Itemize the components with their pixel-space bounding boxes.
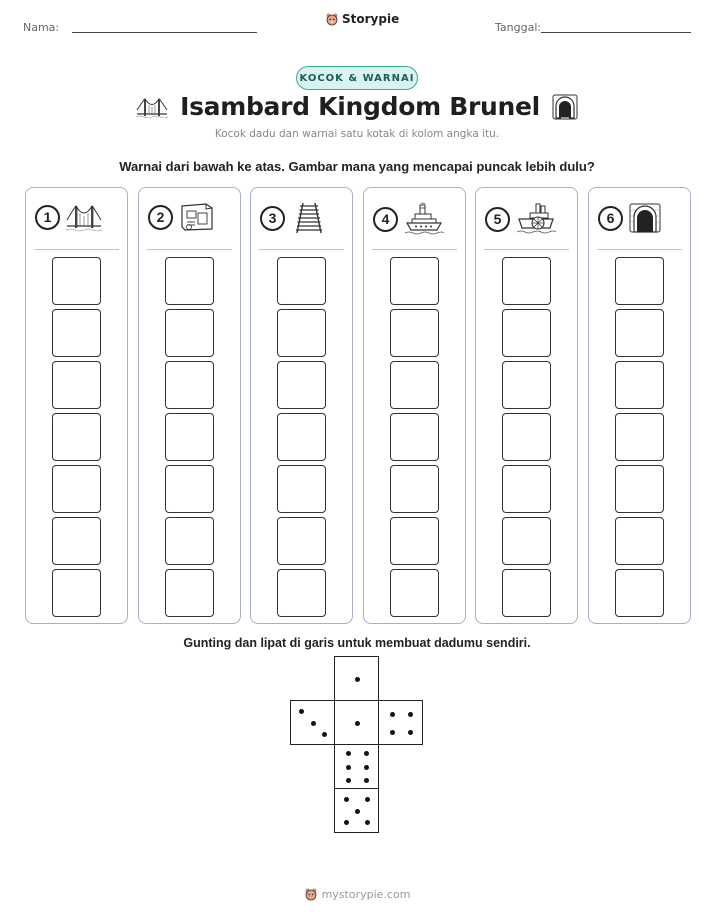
page-title: Isambard Kingdom Brunel [180,92,540,121]
column-header [485,202,556,236]
color-box[interactable] [165,517,214,565]
column-number-badge: 4 [373,207,398,232]
color-box[interactable] [52,569,101,617]
color-box[interactable] [502,413,551,461]
color-box[interactable] [52,517,101,565]
die-face-5 [334,788,379,833]
date-field-line[interactable] [541,32,691,33]
color-box[interactable] [277,257,326,305]
name-label: Nama: [23,21,60,34]
column-header [35,202,102,232]
color-box[interactable] [615,361,664,409]
color-box[interactable] [390,465,439,513]
storypie-mascot-icon [325,12,339,26]
die-pip [364,751,369,756]
paddle-steamer-icon [516,202,556,236]
footer [0,887,714,901]
color-box[interactable] [502,257,551,305]
color-column-4 [363,187,466,624]
color-box[interactable] [615,517,664,565]
color-column-5 [475,187,578,624]
color-box[interactable] [277,465,326,513]
color-column-6 [588,187,691,624]
column-divider [147,249,232,250]
brand-name: Storypie [342,12,400,26]
color-box[interactable] [165,257,214,305]
column-header [373,202,444,236]
color-box[interactable] [390,361,439,409]
color-column-3 [250,187,353,624]
column-header [598,202,661,234]
color-box[interactable] [52,309,101,357]
column-number-badge: 6 [598,206,623,231]
color-box[interactable] [390,569,439,617]
die-pip [346,751,351,756]
cut-instruction: Gunting dan lipat di garis untuk membuat dadumu sendiri. [183,636,531,650]
die-pip [355,721,360,726]
brand-logo [325,12,399,26]
color-box[interactable] [277,413,326,461]
die-pip [390,730,395,735]
color-column-2 [138,187,241,624]
color-box[interactable] [52,257,101,305]
color-box[interactable] [502,361,551,409]
tunnel-icon [552,94,578,120]
die-pip [390,712,395,717]
footer-url[interactable]: mystorypie.com [321,887,411,901]
die-pip [299,709,304,714]
die-pip [346,765,351,770]
column-header [260,202,327,234]
color-box[interactable] [390,413,439,461]
die-pip [346,778,351,783]
column-divider [484,249,569,250]
die-pip [355,809,360,814]
column-number-badge: 2 [148,205,173,230]
die-pip [408,712,413,717]
storypie-mascot-icon [304,887,318,901]
color-box[interactable] [502,517,551,565]
color-box[interactable] [277,517,326,565]
blueprint-icon [179,202,215,232]
color-column-1 [25,187,128,624]
color-box[interactable] [165,465,214,513]
instruction-text: Warnai dari bawah ke atas. Gambar mana yang mencapai puncak lebih dulu? [119,159,595,174]
column-number-badge: 1 [35,205,60,230]
die-pip [355,677,360,682]
color-box[interactable] [390,517,439,565]
die-pip [365,820,370,825]
die-pip [364,765,369,770]
color-box[interactable] [502,465,551,513]
color-box[interactable] [390,257,439,305]
color-box[interactable] [615,569,664,617]
color-box[interactable] [502,309,551,357]
column-number-badge: 3 [260,206,285,231]
die-pip [408,730,413,735]
column-divider [34,249,119,250]
die-face-1 [334,700,379,745]
color-box[interactable] [277,569,326,617]
tunnel-icon [629,202,661,234]
color-box[interactable] [165,361,214,409]
color-box[interactable] [615,465,664,513]
color-box[interactable] [502,569,551,617]
column-divider [597,249,682,250]
die-face-6 [334,744,379,789]
column-divider [259,249,344,250]
die-pip [344,820,349,825]
color-box[interactable] [165,413,214,461]
color-box[interactable] [277,361,326,409]
die-face-3 [290,700,335,745]
color-box[interactable] [615,413,664,461]
column-number-badge: 5 [485,207,510,232]
name-field-line[interactable] [72,32,257,33]
color-box[interactable] [165,309,214,357]
date-label: Tanggal: [495,21,542,34]
page-subtitle: Kocok dadu dan warnai satu kotak di kolom angka itu. [214,128,500,140]
color-box[interactable] [615,257,664,305]
color-box[interactable] [615,309,664,357]
die-face-1 [334,656,379,701]
die-pip [311,721,316,726]
title-row [0,92,714,121]
color-box[interactable] [165,569,214,617]
suspension-bridge-icon [136,96,168,118]
column-divider [372,249,457,250]
color-box[interactable] [52,413,101,461]
railway-track-icon [291,202,327,234]
column-header [148,202,215,232]
color-box[interactable] [390,309,439,357]
suspension-bridge-icon [66,202,102,232]
color-box[interactable] [52,361,101,409]
color-box[interactable] [52,465,101,513]
die-face-4 [378,700,423,745]
die-pip [322,732,327,737]
color-box[interactable] [277,309,326,357]
die-pip [344,797,349,802]
steamship-icon [404,202,444,236]
die-pip [365,797,370,802]
activity-badge: KOCOK & WARNAI [296,66,418,90]
die-pip [364,778,369,783]
